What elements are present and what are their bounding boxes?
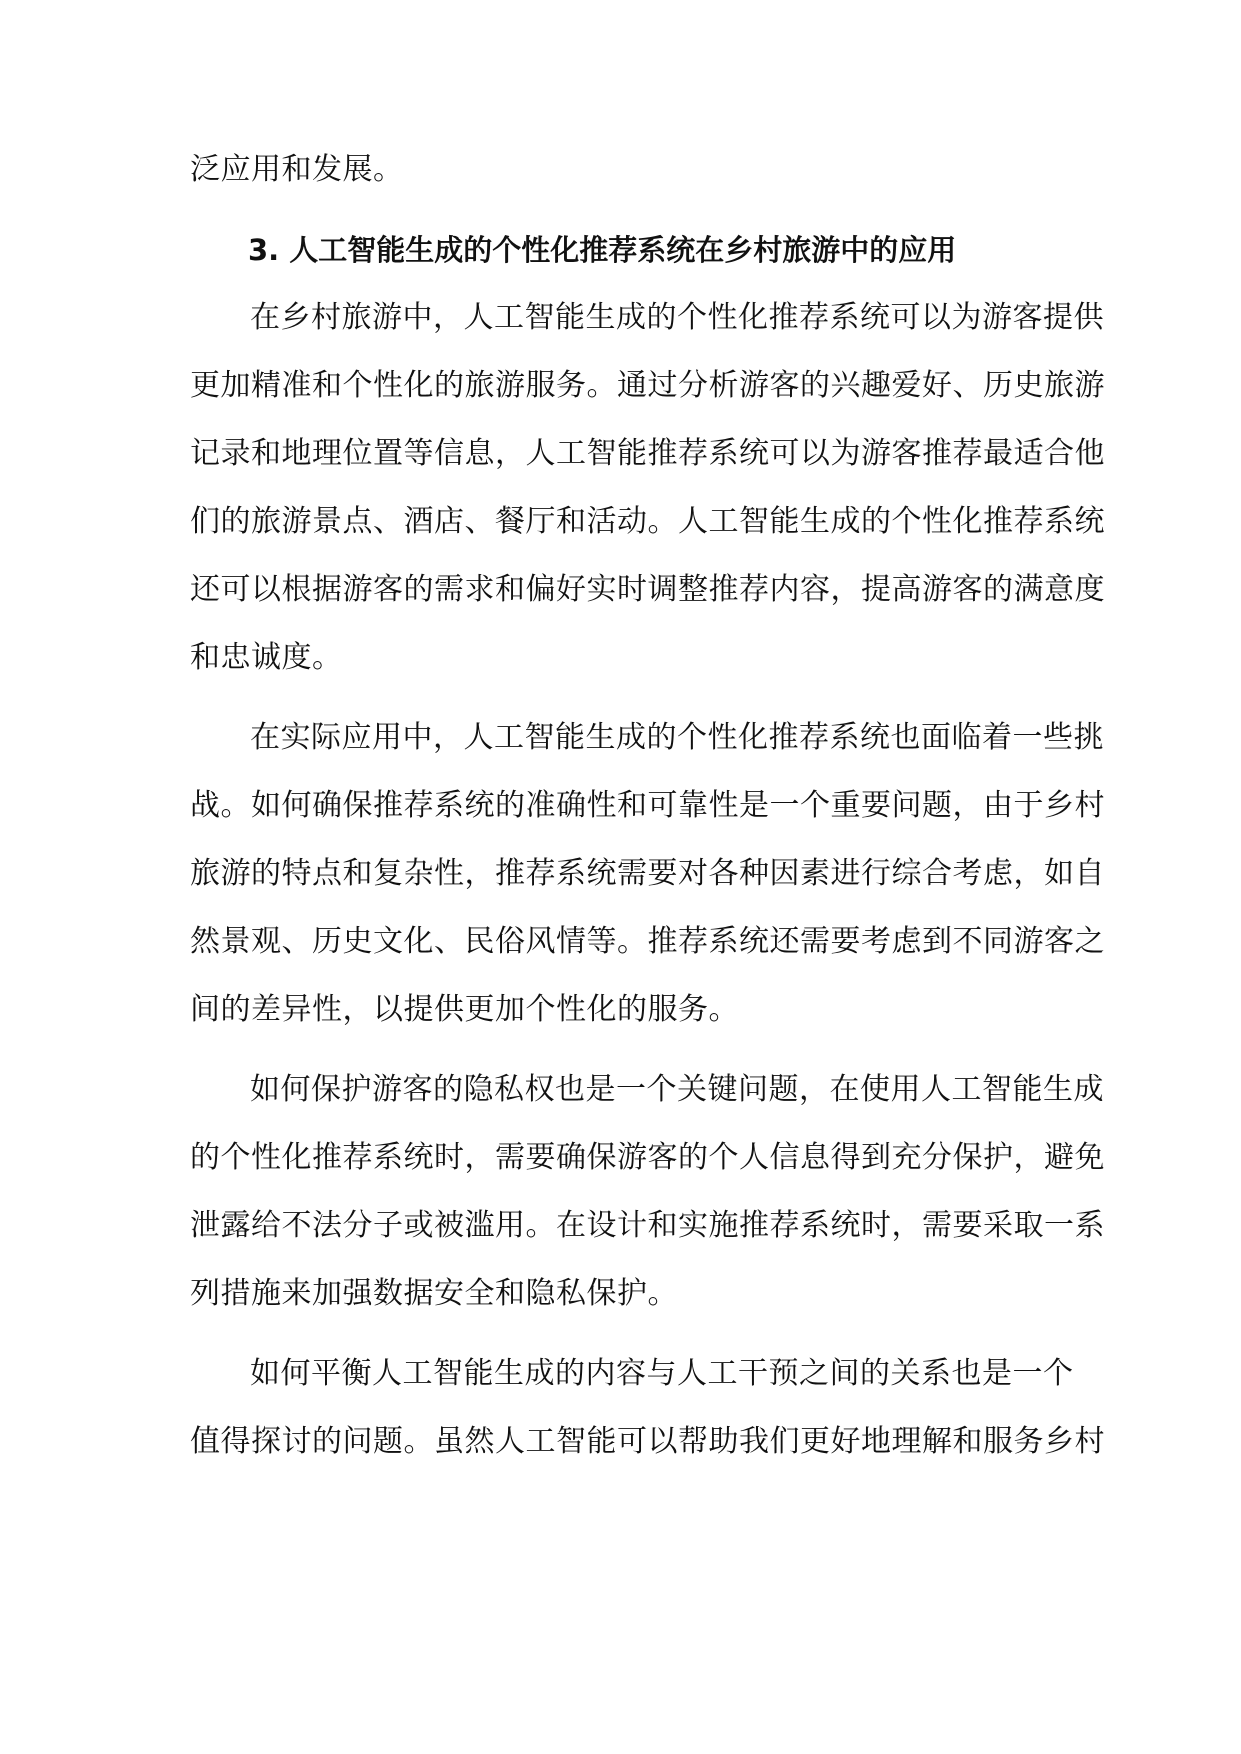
paragraph-1-line-6: 和忠诚度。 [190,640,343,675]
paragraph-2-line-3: 旅游的特点和复杂性，推荐系统需要对各种因素进行综合考虑，如自 [190,856,1105,891]
paragraph-3-line-2: 的个性化推荐系统时，需要确保游客的个人信息得到充分保护，避免 [190,1140,1105,1175]
section-heading: 3. 人工智能生成的个性化推荐系统在乡村旅游中的应用 [248,233,957,267]
paragraph-1-line-5: 还可以根据游客的需求和偏好实时调整推荐内容，提高游客的满意度 [190,572,1105,607]
paragraph-4-line-2: 值得探讨的问题。虽然人工智能可以帮助我们更好地理解和服务乡村 [190,1424,1105,1459]
paragraph-1-line-4: 们的旅游景点、酒店、餐厅和活动。人工智能生成的个性化推荐系统 [190,504,1105,539]
paragraph-2-line-2: 战。如何确保推荐系统的准确性和可靠性是一个重要问题，由于乡村 [190,788,1105,823]
paragraph-1-line-2: 更加精准和个性化的旅游服务。通过分析游客的兴趣爱好、历史旅游 [190,368,1105,403]
paragraph-1-line-3: 记录和地理位置等信息，人工智能推荐系统可以为游客推荐最适合他 [190,436,1105,471]
paragraph-2-line-1: 在实际应用中，人工智能生成的个性化推荐系统也面临着一些挑 [250,720,1104,755]
paragraph-4-line-1: 如何平衡人工智能生成的内容与人工干预之间的关系也是一个 [250,1356,1074,1391]
paragraph-3-line-4: 列措施来加强数据安全和隐私保护。 [190,1276,678,1311]
paragraph-3-line-3: 泄露给不法分子或被滥用。在设计和实施推荐系统时，需要采取一系 [190,1208,1105,1243]
paragraph-3-line-1: 如何保护游客的隐私权也是一个关键问题，在使用人工智能生成 [250,1072,1104,1107]
paragraph-2-line-5: 间的差异性，以提供更加个性化的服务。 [190,992,739,1027]
intro-fragment: 泛应用和发展。 [190,152,404,187]
paragraph-2-line-4: 然景观、历史文化、民俗风情等。推荐系统还需要考虑到不同游客之 [190,924,1105,959]
paragraph-1-line-1: 在乡村旅游中，人工智能生成的个性化推荐系统可以为游客提供 [250,300,1104,335]
